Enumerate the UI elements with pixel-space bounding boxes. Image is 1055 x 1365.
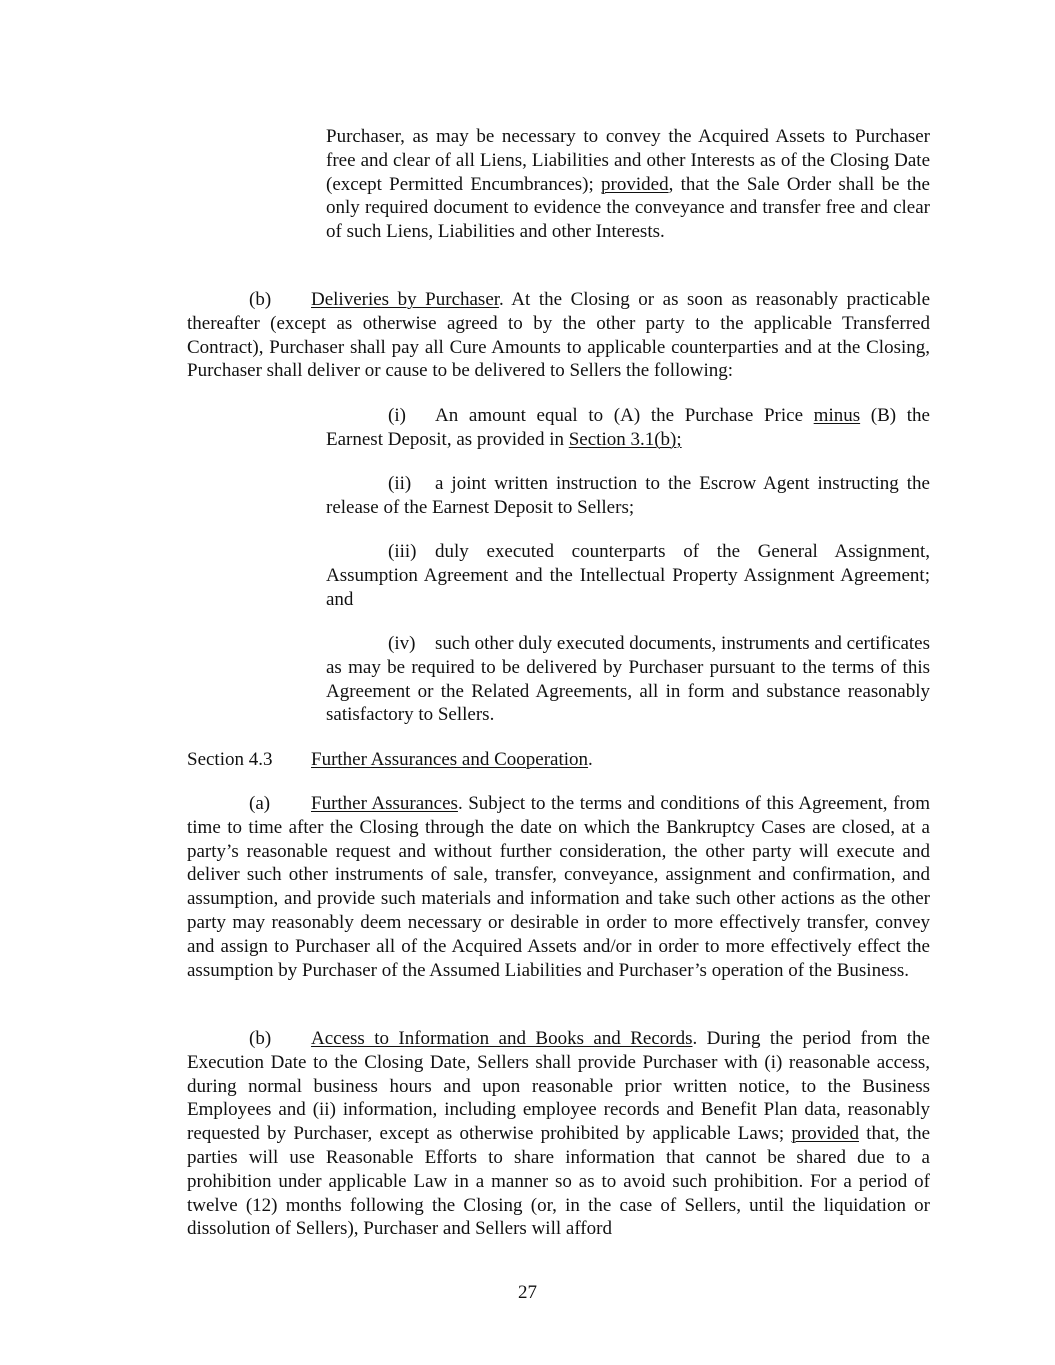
carryover-text-2: , that the Sale Order shall be the only required document to evidence the conveyance and transfer free and clear of such Liens, Liabilities and other Interests. [326,173,930,243]
section-number: Section 4.3 [187,749,273,770]
paragraph-label: (a) [249,793,271,814]
page-number: 27 [518,1282,537,1303]
paragraph-heading: Deliveries by Purchaser [311,289,500,310]
item-text: such other duly executed documents, instruments and certificates as may be required to be delivered by Purchaser pursuant to the terms of this Agreement or the Related Agreements, all in form and substance reasonably satisfactory to Sellers. [326,633,930,726]
paragraph-text: that, the parties will use Reasonable Efforts to share information that cannot be shared due to a prohibition under applicable Law in a manner so as to avoid such prohibition. For a period of twelve (12) months following the Closing (or, in the case of Sellers, until the liquidation or dissolution of Sellers), Purchaser and Sellers will afford [187,1123,931,1240]
item-marker: (iii) [388,541,417,562]
item-text: a joint written instruction to the Escrow Agent instructing the release of the Earnest Deposit to Sellers; [326,473,930,518]
paragraph-b-access-to-information [187,1027,930,1241]
paragraph-text: . Subject to the terms and conditions of this Agreement, from time to time after the Closing through the date on which the Bankruptcy Cases are closed, at a party’s reasonable request and without further consideration, the other party will execute and deliver such other instruments of sale, transfer, conveyance, assignment and confirmation, and assumption, and provide such materials and information and take such other actions as the other party may reasonably deem necessary or desirable in order to more effectively transfer, convey and assign to Purchaser all of the Acquired Assets and/or in order to more effectively effect the assumption by Purchaser of the Assumed Liabilities and Purchaser’s operation of the Business. [187,793,930,981]
provided-term: provided [601,173,669,195]
paragraph-text: . At the Closing or as soon as reasonably practicable thereafter (except as otherwise agreed to by the other party to the applicable Transferred Contract), Purchaser shall pay all Cure Amounts to applicable counterparties and at the Closing, Purchaser shall deliver or cause to be delivered to Sellers the following: [187,289,930,382]
item-text: (B) the Earnest Deposit, as provided in [326,405,930,450]
paragraph-b-deliveries [187,288,930,383]
item-ii [326,472,930,520]
paragraph-label: (b) [249,1028,272,1049]
carryover-text-1: Purchaser, as may be necessary to convey the Acquired Assets to Purchaser free and clear of all Liens, Liabilities and other Interests as of the Closing Date (except Permitted Encumbrances); [326,126,930,195]
section-title-period: . [588,749,593,770]
paragraph-text: . During the period from the Execution Date to the Closing Date, Sellers shall provide Purchaser with (i) reasonable access, during normal business hours and upon reasonable prior written notice, to the Business Employees and (ii) information, including employee records and Benefit Plan data, reasonably requested by Purchaser, except as otherwise prohibited by applicable Laws; [187,1028,930,1145]
paragraph-heading: Further Assurances [311,793,458,814]
section-4-3-heading [187,748,930,772]
paragraph-heading: Access to Information and Books and Records [311,1028,693,1049]
paragraph-a-further-assurances [187,792,930,982]
minus-term: minus [813,405,861,426]
item-i [326,404,930,452]
carryover-paragraph [326,125,930,244]
paragraph-label: (b) [249,289,272,310]
item-text: An amount equal to (A) the Purchase Price [435,405,814,426]
item-iv [326,632,930,727]
section-reference: Section 3.1(b); [568,428,682,450]
item-marker: (iv) [388,633,416,654]
provided-term: provided [791,1123,859,1145]
item-marker: (ii) [388,473,412,494]
section-title: Further Assurances and Cooperation [311,749,589,770]
item-iii [326,540,930,611]
item-text: duly executed counterparts of the General Assignment, Assumption Agreement and the Intellectual Property Assignment Agreement; and [326,541,930,610]
item-marker: (i) [388,405,406,426]
